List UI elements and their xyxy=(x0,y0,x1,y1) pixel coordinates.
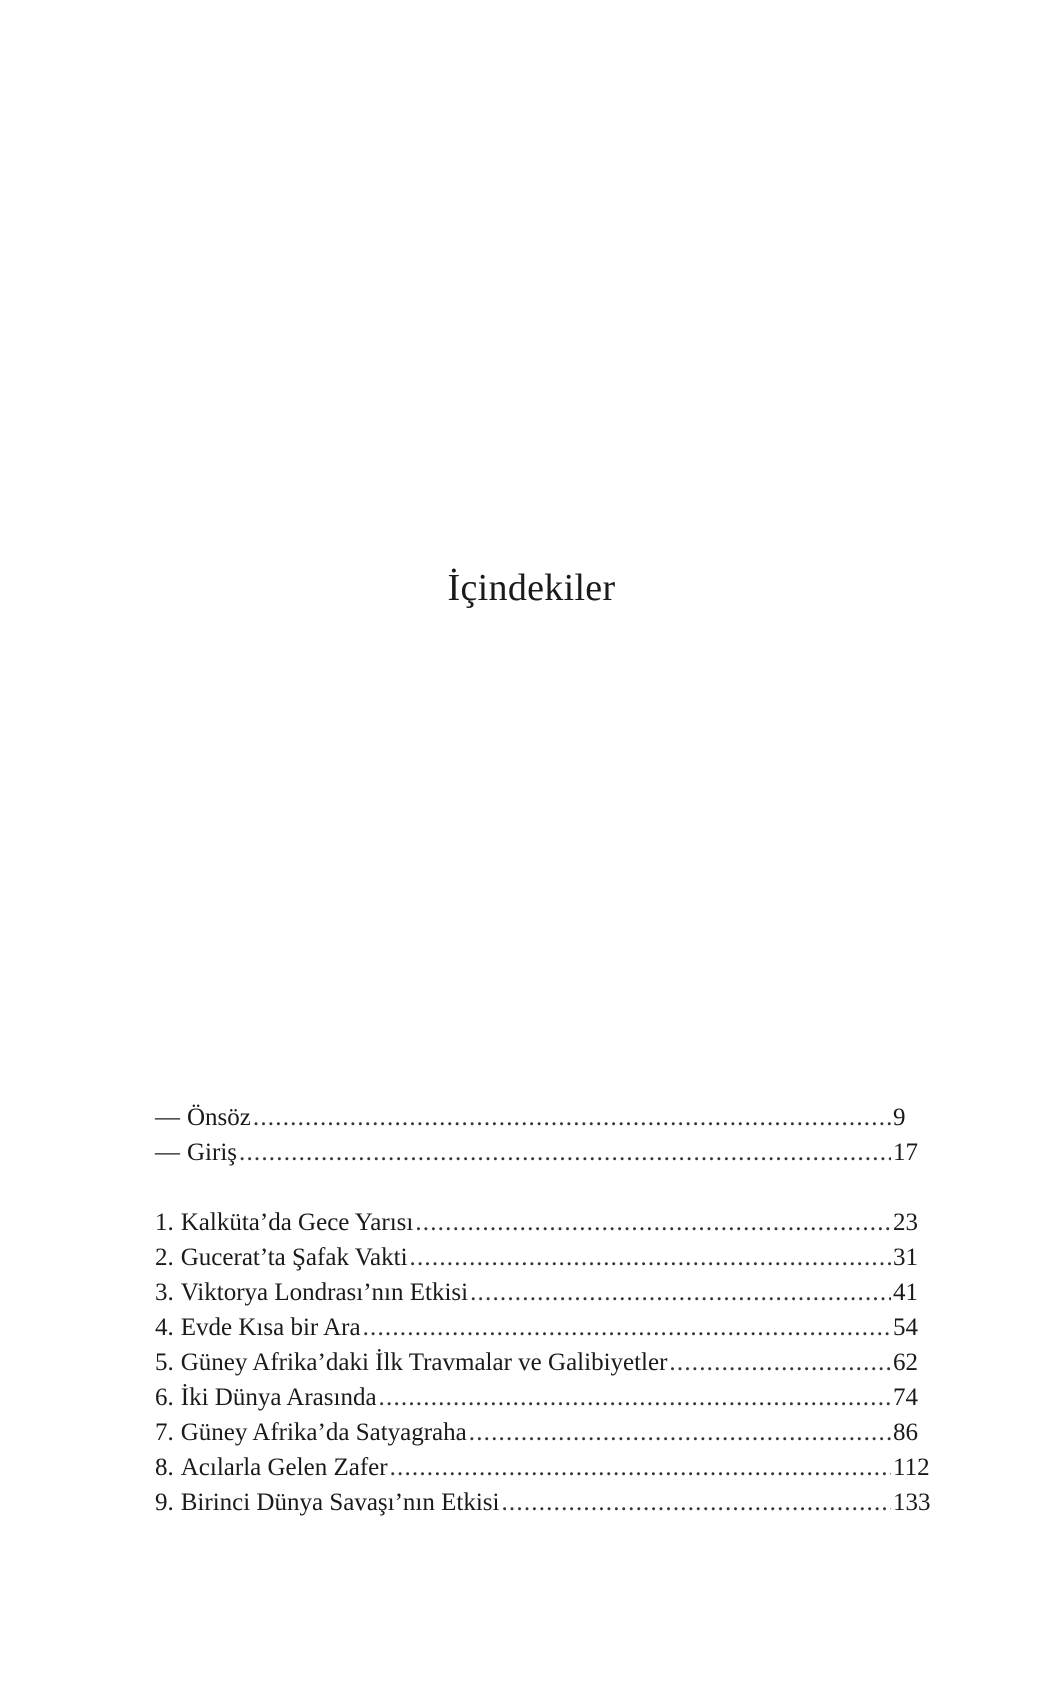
toc-entry-title: Evde Kısa bir Ara xyxy=(180,1314,361,1341)
toc-entry-number: 9. xyxy=(155,1489,174,1516)
toc-entry-page: 74 xyxy=(893,1384,918,1411)
toc-entry-chapter-2[interactable] xyxy=(155,1240,935,1275)
toc-dot-leader xyxy=(469,1415,891,1450)
toc-entry-page: 54 xyxy=(893,1314,918,1341)
toc-entry-number: 8. xyxy=(155,1454,174,1481)
toc-entry-page: 133 xyxy=(893,1489,931,1516)
toc-entry-page: 41 xyxy=(893,1279,918,1306)
toc-entry-number: 7. xyxy=(155,1419,174,1446)
toc-entry-title: Birinci Dünya Savaşı’nın Etkisi xyxy=(180,1489,500,1516)
toc-entry-title: Viktorya Londrası’nın Etkisi xyxy=(180,1279,469,1306)
toc-entry-page: 31 xyxy=(893,1244,918,1271)
toc-entry-title: Önsöz xyxy=(187,1104,251,1131)
toc-entry-prefix: — xyxy=(155,1104,180,1131)
toc-entry-page: 86 xyxy=(893,1419,918,1446)
toc-entry-number: 3. xyxy=(155,1279,174,1306)
toc-entry-chapter-4[interactable] xyxy=(155,1310,935,1345)
toc-front-matter xyxy=(155,1100,935,1170)
toc-dot-leader xyxy=(410,1240,891,1275)
page-title: İçindekiler xyxy=(447,567,616,609)
table-of-contents xyxy=(155,1100,935,1520)
toc-entry-chapter-7[interactable] xyxy=(155,1415,935,1450)
toc-entry-chapter-6[interactable] xyxy=(155,1380,935,1415)
toc-dot-leader xyxy=(501,1485,891,1520)
toc-entry-number: 6. xyxy=(155,1384,174,1411)
toc-entry-number: 1. xyxy=(155,1209,174,1236)
toc-dot-leader xyxy=(379,1380,891,1415)
toc-entry-title: Gucerat’ta Şafak Vakti xyxy=(180,1244,408,1271)
toc-entry-title: Kalküta’da Gece Yarısı xyxy=(180,1209,414,1236)
toc-entry-chapter-8[interactable] xyxy=(155,1450,935,1485)
toc-entry-page: 23 xyxy=(893,1209,918,1236)
toc-dot-leader xyxy=(253,1100,891,1135)
toc-entry-number: 4. xyxy=(155,1314,174,1341)
toc-entry-number: 2. xyxy=(155,1244,174,1271)
toc-entry-chapter-3[interactable] xyxy=(155,1275,935,1310)
toc-entry-page: 9 xyxy=(893,1104,906,1131)
toc-entry-page: 62 xyxy=(893,1349,918,1376)
toc-dot-leader xyxy=(390,1450,891,1485)
toc-entry-chapter-5[interactable] xyxy=(155,1345,935,1380)
toc-dot-leader xyxy=(239,1135,891,1170)
toc-chapters xyxy=(155,1205,935,1520)
toc-entry-prefix: — xyxy=(155,1139,180,1166)
toc-entry-chapter-9[interactable] xyxy=(155,1485,935,1520)
toc-dot-leader xyxy=(669,1345,891,1380)
toc-entry-chapter-1[interactable] xyxy=(155,1205,935,1240)
toc-entry-title: İki Dünya Arasında xyxy=(180,1384,377,1411)
toc-dot-leader xyxy=(415,1205,891,1240)
toc-entry-title: Güney Afrika’da Satyagraha xyxy=(180,1419,467,1446)
toc-dot-leader xyxy=(363,1310,891,1345)
toc-entry-giris[interactable] xyxy=(155,1135,935,1170)
toc-dot-leader xyxy=(470,1275,891,1310)
toc-entry-title: Acılarla Gelen Zafer xyxy=(180,1454,388,1481)
toc-entry-page: 17 xyxy=(893,1139,918,1166)
toc-entry-title: Giriş xyxy=(187,1139,237,1166)
toc-entry-onsoz[interactable] xyxy=(155,1100,935,1135)
toc-entry-number: 5. xyxy=(155,1349,174,1376)
toc-entry-page: 112 xyxy=(893,1454,930,1481)
toc-entry-title: Güney Afrika’daki İlk Travmalar ve Galibiyetler xyxy=(180,1349,668,1376)
